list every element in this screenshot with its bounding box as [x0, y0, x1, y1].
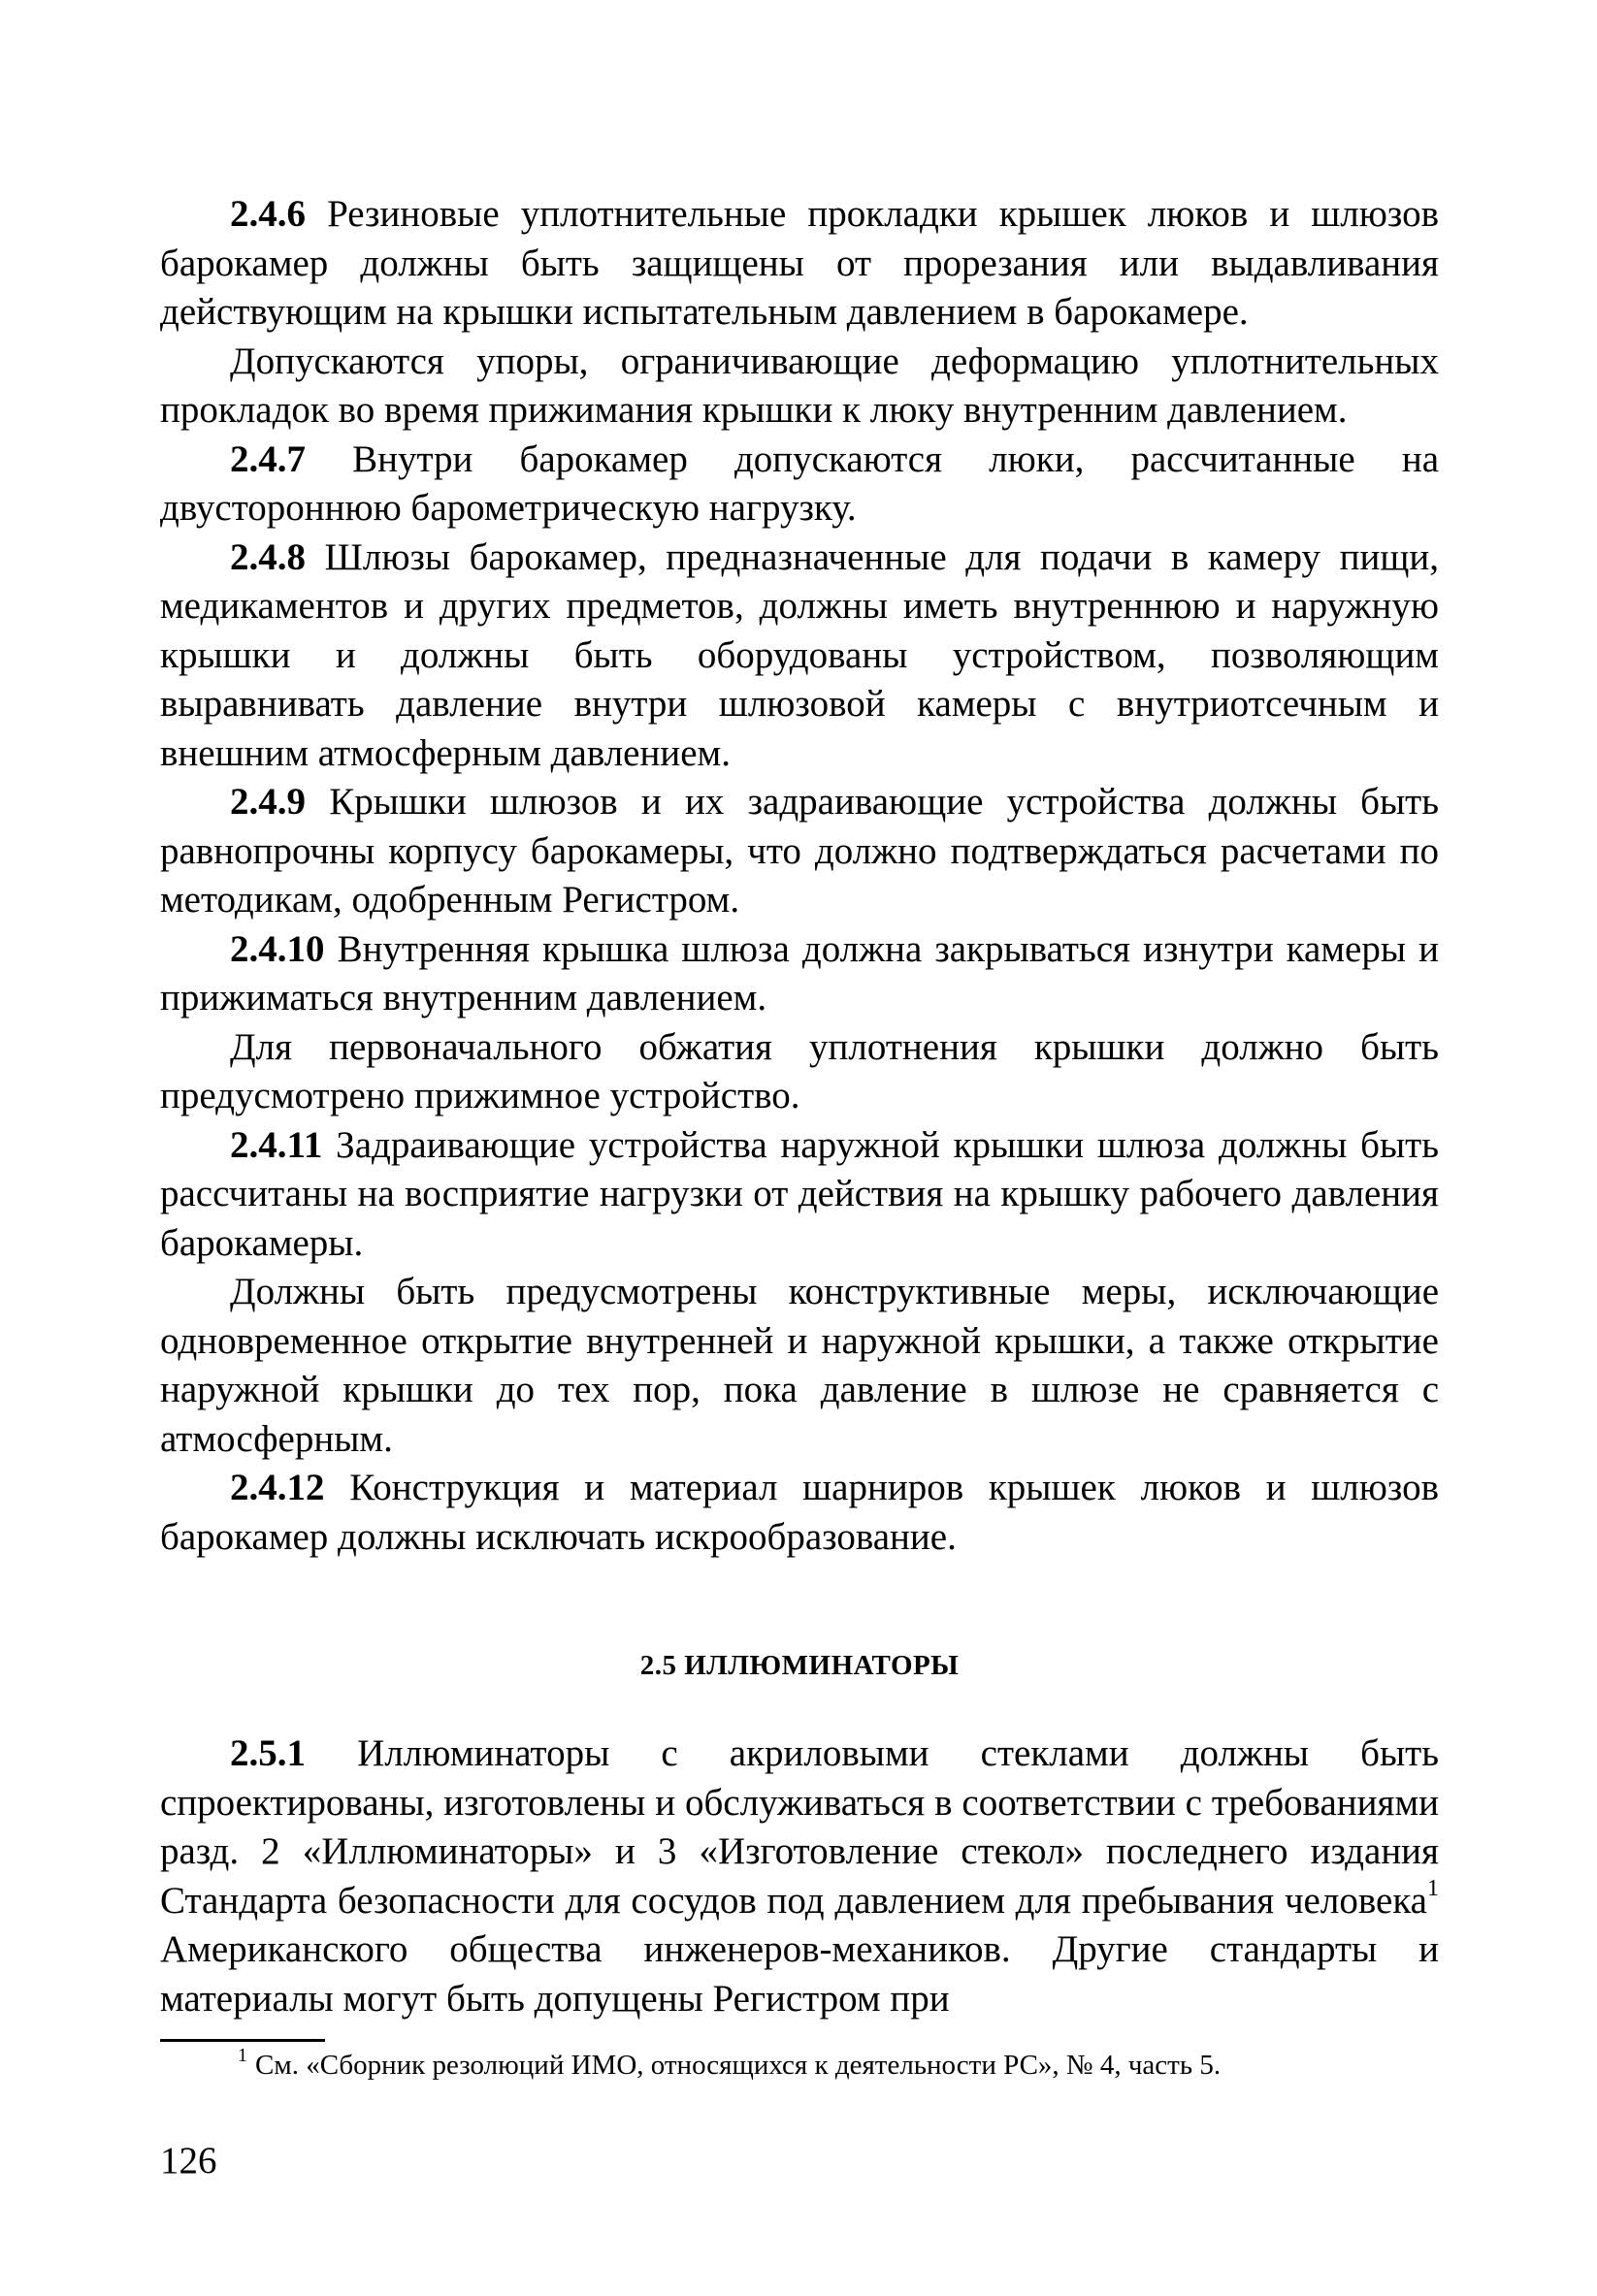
paragraph-text: Резиновые уплотнительные прокладки крышек люков и шлюзов барокамер должны быть защищены от прорезания или выдавливания действующим на крышки испытательным давлением в барокамере. [160, 193, 1439, 333]
paragraph-2-4-11 [160, 1121, 1439, 1269]
clause-number: 2.4.9 [230, 781, 306, 823]
paragraph-text: Для первоначального обжатия уплотнения крышки должно быть предусмотрено прижимное устройство. [160, 1025, 1439, 1116]
paragraph-text: Иллюминаторы с акриловыми стеклами должны быть спроектированы, изготовлены и обслуживаться в соответствии с требованиями разд. 2 «Иллюминаторы» и 3 «Изготовление стекол» последнего издания Стандарта безопасности для сосудов под давлением для пребывания человека [160, 1732, 1439, 1922]
footnote-reference: 1 [1427, 1875, 1439, 1901]
paragraph-text: Крышки шлюзов и их задраивающие устройства должны быть равнопрочны корпусу барокамеры, что должно подтверждаться расчетами по методикам, одобренным Регистром. [160, 781, 1439, 921]
paragraph-text: Задраивающие устройства наружной крышки шлюза должны быть рассчитаны на восприятие нагрузки от действия на крышку рабочего давления барокамеры. [160, 1123, 1439, 1264]
paragraph-text: Конструкция и материал шарниров крышек люков и шлюзов барокамер должны исключать искрообразование. [160, 1467, 1439, 1558]
paragraph-2-5-1 [160, 1730, 1439, 2023]
footnote-mark: 1 [238, 2045, 247, 2066]
clause-number: 2.4.7 [230, 437, 306, 480]
paragraph-text: Американского общества инженеров-механиков. Другие стандарты и материалы могут быть допущены Регистром при [160, 1928, 1439, 2020]
clause-number: 2.4.10 [230, 927, 325, 970]
paragraph-2-4-6-cont [160, 338, 1439, 436]
footnote [238, 2047, 1221, 2084]
paragraph-text: Должны быть предусмотрены конструктивные меры, исключающие одновременное открытие внутренней и наружной крышки, а также открытие наружной крышки до тех пор, пока давление в шлюзе не сравняется с атмосферным. [160, 1271, 1439, 1460]
footnote-text: См. «Сборник резолюций ИМО, относящихся к деятельности РС», № 4, часть 5. [255, 2050, 1222, 2081]
paragraph-text: Внутренняя крышка шлюза должна закрываться изнутри камеры и прижиматься внутренним давлением. [160, 927, 1439, 1019]
clause-number: 2.4.12 [230, 1467, 325, 1508]
clause-number: 2.4.8 [230, 535, 306, 578]
paragraph-2-4-6 [160, 190, 1439, 338]
clause-number: 2.4.6 [230, 193, 306, 235]
section-heading: 2.5 ИЛЛЮМИНАТОРЫ [639, 1650, 960, 1681]
paragraph-2-4-10 [160, 925, 1439, 1023]
clause-number: 2.5.1 [230, 1732, 306, 1774]
paragraph-2-4-11-cont [160, 1268, 1439, 1464]
body-text [160, 190, 1439, 2023]
clause-number: 2.4.11 [230, 1123, 323, 1166]
paragraph-text: Допускаются упоры, ограничивающие деформацию уплотнительных прокладок во время прижимания крышки к люку внутренним давлением. [160, 340, 1439, 431]
section-spacer [160, 1685, 1439, 1730]
footnote-divider [160, 2039, 325, 2042]
paragraph-2-4-12 [160, 1464, 1439, 1562]
paragraph-2-4-10-cont [160, 1023, 1439, 1121]
paragraph-2-4-7 [160, 436, 1439, 534]
paragraph-2-4-8 [160, 534, 1439, 779]
paragraph-text: Шлюзы барокамер, предназначенные для подачи в камеру пищи, медикаментов и других предметов, должны иметь внутреннюю и наружную крышки и должны быть оборудованы устройством, позволяющим выравнивать давление внутри шлюзовой камеры с внутриотсечным и внешним атмосферным давлением. [160, 535, 1439, 774]
paragraph-2-4-9 [160, 778, 1439, 925]
page-number: 126 [160, 2140, 217, 2182]
paragraph-text: Внутри барокамер допускаются люки, рассчитанные на двустороннюю барометрическую нагрузку. [160, 437, 1439, 529]
